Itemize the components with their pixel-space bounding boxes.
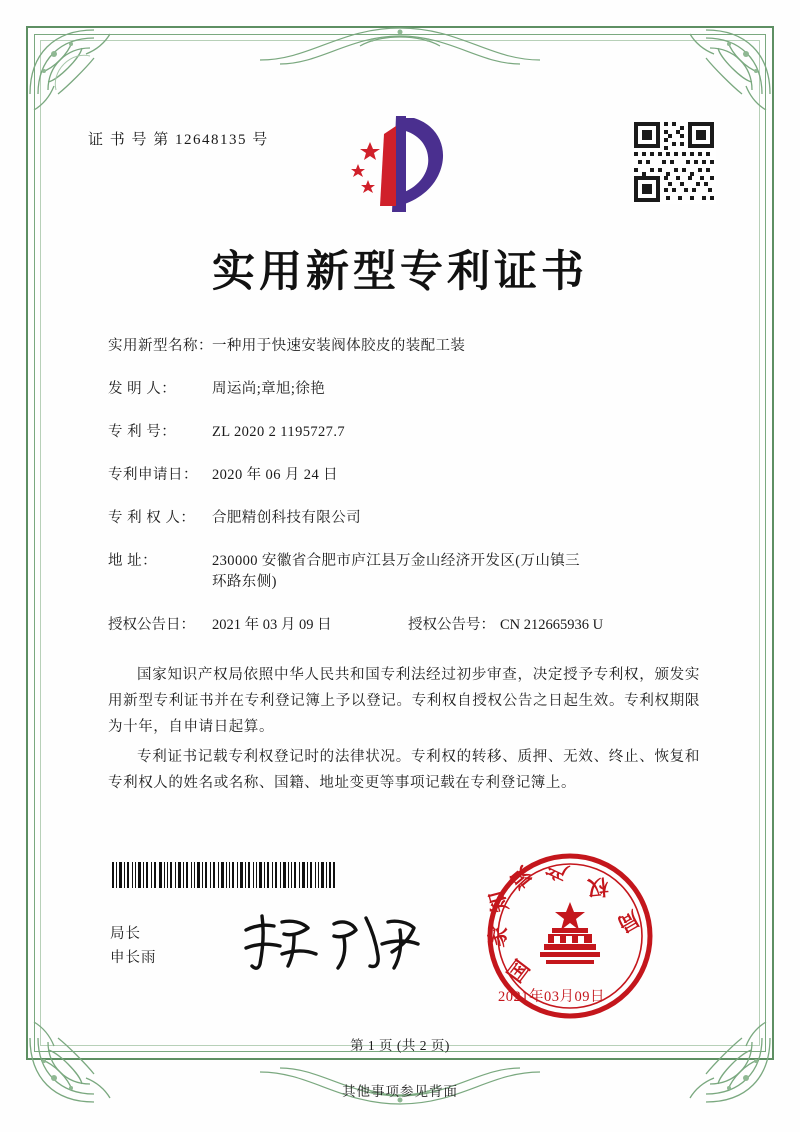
field-label: 实用新型名称： (108, 338, 213, 354)
field-label: 专利申请日： (108, 467, 198, 483)
certificate-number: 证 书 号 第 12648135 号 (88, 132, 269, 148)
field-label: 专 利 号： (108, 424, 177, 440)
field-value: 2020 年 06 月 24 日 (212, 467, 339, 483)
signature-handwriting-icon (238, 908, 428, 974)
signature-block (110, 922, 157, 970)
field-row-patent-number (108, 422, 708, 443)
field-row-address (108, 551, 708, 593)
director-title: 局长 (110, 926, 141, 942)
director-name: 申长雨 (110, 950, 157, 966)
field-row-patentee (108, 508, 708, 529)
cnipa-emblem-icon (340, 112, 460, 218)
field-label: 地 址： (108, 553, 158, 569)
svg-text:局: 局 (613, 905, 644, 937)
field-label: 发 明 人： (108, 381, 177, 397)
field-value (212, 551, 708, 593)
footer-note: 其他事项参见背面 (342, 1084, 458, 1099)
field-value: CN 212665936 U (500, 617, 604, 633)
page-indicator: 第 1 页 (共 2 页) (350, 1038, 450, 1053)
field-value: ZL 2020 2 1195727.7 (212, 424, 345, 440)
field-value: 合肥精创科技有限公司 (212, 510, 361, 526)
body-text (108, 662, 700, 800)
announcement-date-group (108, 615, 408, 636)
field-value: 一种用于快速安装阀体胶皮的装配工装 (212, 338, 466, 354)
address-line-2: 环路东侧) (212, 574, 277, 590)
paragraph-2: 专利证书记载专利权登记时的法律状况。专利权的转移、质押、无效、终止、恢复和专利权人的姓名或名称、国籍、地址变更等事项记载在专利登记簿上。 (108, 749, 700, 791)
svg-text:识: 识 (505, 861, 538, 894)
paragraph-1: 国家知识产权局依照中华人民共和国专利法经过初步审查，决定授予专利权，颁发实用新型专利证书并在专利登记簿上予以登记。专利权自授权公告之日起生效。专利权期限为十年，自申请日起算。 (108, 667, 700, 735)
field-label: 授权公告号： (408, 617, 495, 633)
svg-text:产: 产 (542, 854, 573, 886)
svg-text:权: 权 (586, 874, 610, 900)
qr-code-icon (632, 120, 716, 204)
svg-text:国: 国 (502, 955, 535, 988)
field-row-utility-model-name (108, 336, 708, 357)
address-line-1: 230000 安徽省合肥市庐江县万金山经济开发区(万山镇三 (212, 553, 581, 569)
field-value: 周运尚;章旭;徐艳 (212, 381, 326, 397)
field-row-inventor (108, 379, 708, 400)
field-value: 2021 年 03 月 09 日 (212, 617, 332, 633)
seal-date: 2021年03月09日 (498, 989, 605, 1005)
announcement-number-group (408, 615, 603, 636)
svg-text:知: 知 (484, 888, 513, 915)
field-row-announcement (108, 615, 708, 636)
ornament-top-center (250, 20, 550, 74)
svg-text:家: 家 (484, 923, 512, 949)
field-list (108, 336, 708, 654)
field-row-application-date (108, 465, 708, 486)
field-label: 授权公告日： (108, 617, 195, 633)
field-label: 专 利 权 人： (108, 510, 196, 526)
barcode-icon (110, 862, 336, 888)
page-title: 实用新型专利证书 (212, 249, 588, 296)
